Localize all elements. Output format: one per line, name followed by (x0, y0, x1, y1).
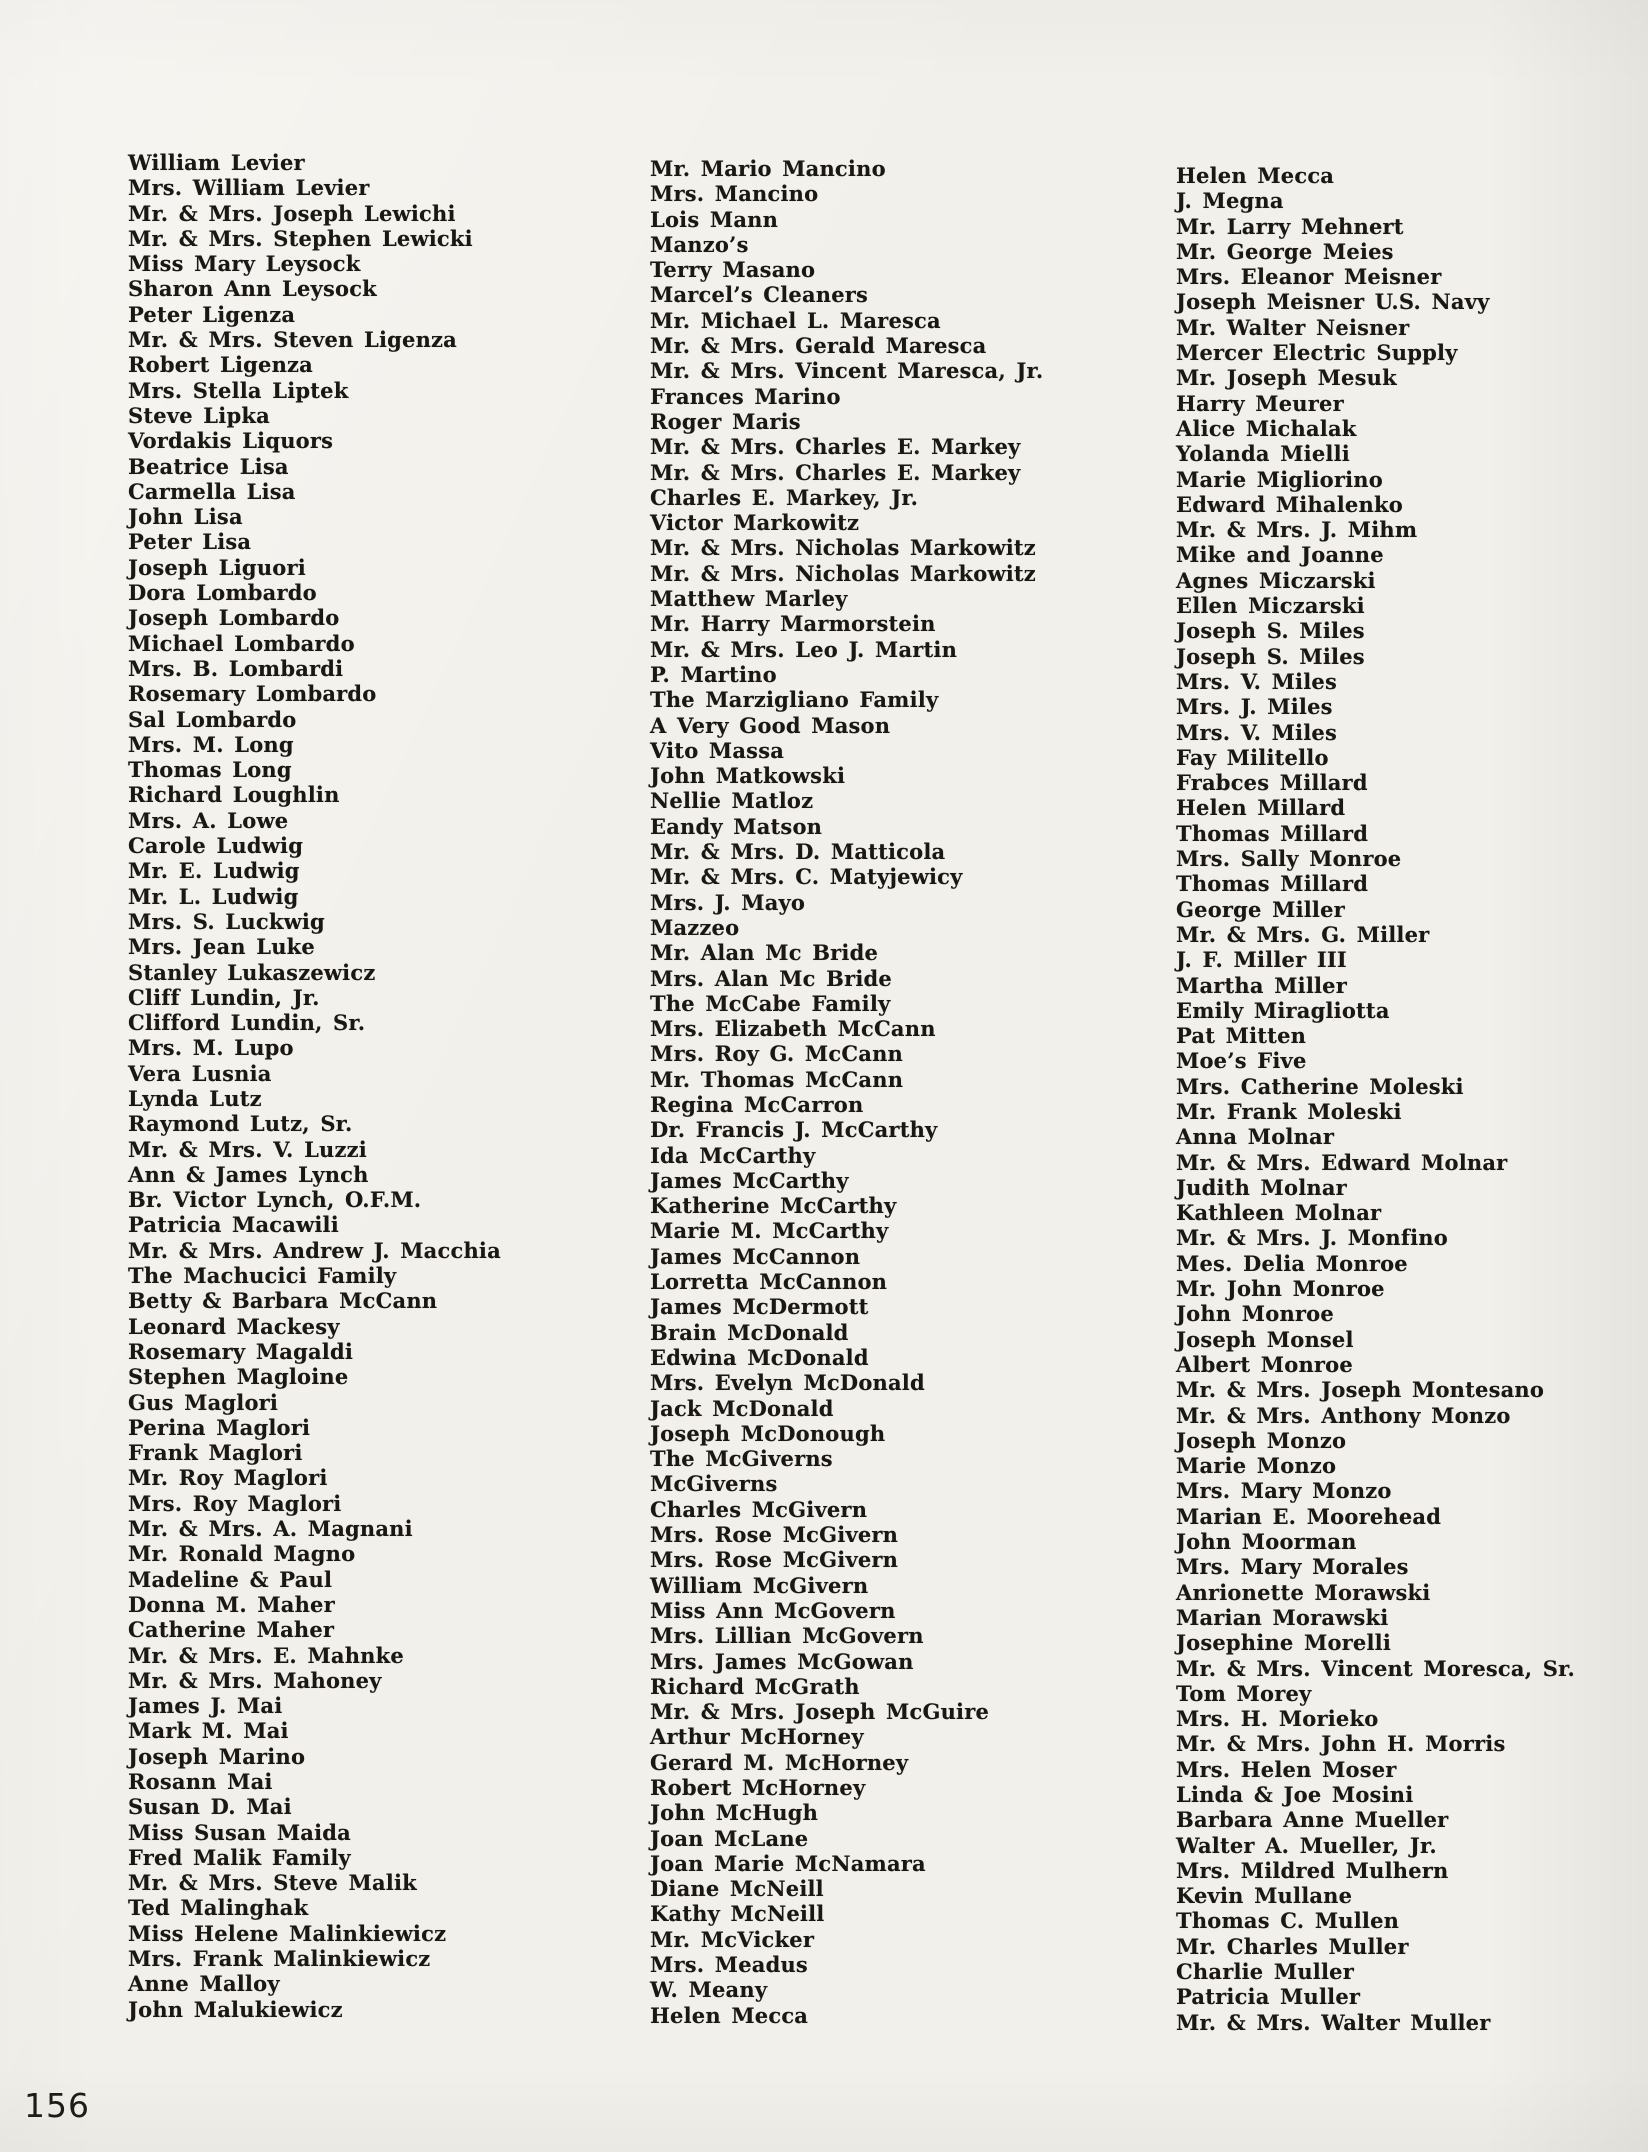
list-item: Matthew Marley (650, 586, 848, 612)
list-item: Mr. Thomas McCann (650, 1066, 904, 1092)
list-item: Pat Mitten (1176, 1023, 1307, 1049)
list-item: Mr. Roy Maglori (128, 1465, 328, 1491)
list-item: Mr. & Mrs. Joseph McGuire (650, 1699, 990, 1725)
list-item: Mr. L. Ludwig (128, 883, 299, 909)
list-item: Michael Lombardo (128, 630, 355, 656)
list-item: Eandy Matson (650, 813, 823, 839)
list-item: Dora Lombardo (128, 580, 317, 606)
list-item: Mr. & Mrs. Charles E. Markey (650, 434, 1021, 460)
list-item: Mrs. J. Mayo (650, 889, 806, 915)
list-item: Lois Mann (650, 206, 779, 232)
list-item: William Levier (128, 150, 305, 175)
list-item: Mr. & Mrs. Steven Ligenza (128, 327, 457, 353)
list-item: Nellie Matloz (650, 788, 814, 814)
list-item: Mrs. Mary Monzo (1176, 1478, 1392, 1504)
list-item: Marie M. McCarthy (650, 1218, 889, 1244)
list-item: Beatrice Lisa (128, 453, 289, 479)
list-item: Miss Mary Leysock (128, 251, 361, 277)
list-item: John McHugh (650, 1800, 819, 1826)
list-item: Charles McGivern (650, 1496, 868, 1522)
list-item: Mr. & Mrs. Leo J. Martin (650, 636, 958, 662)
list-item: Mr. & Mrs. Walter Muller (1176, 2009, 1491, 2035)
list-item: James McCannon (650, 1243, 861, 1269)
list-item: Anrionette Morawski (1176, 1579, 1431, 1605)
list-item: Mr. & Mrs. Mahoney (128, 1667, 382, 1693)
list-item: Mr. & Mrs. Andrew J. Macchia (128, 1237, 501, 1263)
list-item: Raymond Lutz, Sr. (128, 1111, 353, 1137)
list-item: Stanley Lukaszewicz (128, 959, 376, 985)
list-item: Mr. & Mrs. E. Mahnke (128, 1642, 404, 1668)
list-item: Vordakis Liquors (128, 428, 334, 454)
list-item: Lorretta McCannon (650, 1269, 888, 1295)
list-item: John Moorman (1176, 1529, 1357, 1555)
list-item: Kathy McNeill (650, 1901, 825, 1927)
list-item: Edward Mihalenko (1176, 491, 1403, 517)
list-item: Judith Molnar (1176, 1174, 1347, 1200)
list-item: Mr. & Mrs. J. Monfino (1176, 1225, 1448, 1251)
list-item: Mr. John Monroe (1176, 1276, 1385, 1302)
list-item: Joseph S. Miles (1176, 643, 1365, 669)
list-item: John Matkowski (650, 763, 846, 789)
list-item: Mr. & Mrs. V. Luzzi (128, 1136, 367, 1162)
list-item: Mr. & Mrs. J. Mihm (1176, 517, 1418, 543)
list-item: P. Martino (650, 661, 777, 687)
list-item: James McCarthy (650, 1167, 849, 1193)
list-item: Mrs. Rose McGivern (650, 1547, 899, 1573)
list-item: Mike and Joanne (1176, 542, 1384, 568)
list-item: Ted Malinghak (128, 1895, 309, 1921)
list-item: Robert Ligenza (128, 352, 313, 378)
list-item: Thomas Millard (1176, 820, 1369, 846)
list-item: Mr. Charles Muller (1176, 1933, 1409, 1959)
list-item: Lynda Lutz (128, 1085, 262, 1111)
list-item: Regina McCarron (650, 1091, 864, 1117)
list-item: Susan D. Mai (128, 1794, 292, 1820)
list-item: Mrs. Rose McGivern (650, 1522, 899, 1548)
list-item: Helen Mecca (1176, 163, 1335, 188)
list-item: Terry Masano (650, 257, 816, 283)
list-item: Mrs. Frank Malinkiewicz (128, 1946, 431, 1972)
list-item: Peter Ligenza (128, 301, 296, 327)
list-item: Dr. Francis J. McCarthy (650, 1117, 938, 1143)
list-item: Moe’s Five (1176, 1048, 1307, 1074)
list-item: Joseph S. Miles (1176, 618, 1365, 644)
list-item: Mr. & Mrs. Edward Molnar (1176, 1149, 1508, 1175)
list-item: Catherine Maher (128, 1617, 335, 1643)
list-item: Mrs. Mancino (650, 181, 819, 207)
list-item: Joseph Monzo (1176, 1427, 1347, 1453)
list-item: Katherine McCarthy (650, 1193, 897, 1219)
list-item: Steve Lipka (128, 402, 270, 428)
list-item: Sharon Ann Leysock (128, 276, 377, 302)
list-item: Mr. & Mrs. Gerald Maresca (650, 333, 987, 359)
list-item: J. Megna (1176, 188, 1284, 214)
list-item: Mrs. Lillian McGovern (650, 1623, 924, 1649)
list-item: Donna M. Maher (128, 1591, 335, 1617)
list-item: Mr. & Mrs. Stephen Lewicki (128, 225, 473, 251)
list-item: Kathleen Molnar (1176, 1200, 1382, 1226)
list-item: Ida McCarthy (650, 1142, 816, 1168)
list-item: Rosemary Lombardo (128, 681, 377, 707)
list-item: Mazzeo (650, 914, 740, 940)
list-item: John Malukiewicz (128, 1996, 343, 2022)
list-item: Patricia Macawili (128, 1212, 339, 1238)
list-item: Leonard Mackesy (128, 1313, 340, 1339)
list-item: Mr. Mario Mancino (650, 156, 886, 181)
list-item: Mrs. Elizabeth McCann (650, 1016, 936, 1042)
list-item: Mrs. Roy Maglori (128, 1490, 342, 1516)
list-item: Mrs. Eleanor Meisner (1176, 264, 1442, 290)
list-item: Barbara Anne Mueller (1176, 1807, 1449, 1833)
list-item: Vera Lusnia (128, 1060, 272, 1086)
list-item: Mark M. Mai (128, 1718, 289, 1744)
list-item: Mrs. S. Luckwig (128, 908, 325, 934)
list-item: Perina Maglori (128, 1414, 311, 1440)
list-item: Jack McDonald (650, 1395, 834, 1421)
list-item: Charles E. Markey, Jr. (650, 484, 919, 510)
list-item: Joan Marie McNamara (650, 1850, 926, 1876)
list-item: Mrs. J. Miles (1176, 694, 1333, 720)
list-item: Mr. & Mrs. D. Matticola (650, 839, 946, 865)
list-item: Kevin Mullane (1176, 1883, 1353, 1909)
list-item: Gus Maglori (128, 1389, 279, 1415)
list-item: William McGivern (650, 1572, 869, 1598)
patron-column-2 (650, 156, 1043, 2028)
list-item: Mrs. Mary Morales (1176, 1554, 1409, 1580)
list-item: James J. Mai (128, 1693, 283, 1719)
list-item: Yolanda Mielli (1176, 441, 1350, 467)
list-item: Mr. Frank Moleski (1176, 1098, 1402, 1124)
list-item: Marcel’s Cleaners (650, 282, 869, 308)
list-item: Joseph Monsel (1176, 1326, 1354, 1352)
list-item: Mr. Alan Mc Bride (650, 940, 879, 966)
list-item: Harry Meurer (1176, 390, 1344, 416)
list-item: Anne Malloy (128, 1971, 280, 1997)
list-item: Mr. McVicker (650, 1926, 815, 1952)
list-item: Marian E. Moorehead (1176, 1503, 1442, 1529)
list-item: Mr. & Mrs. Vincent Moresca, Sr. (1176, 1655, 1575, 1681)
list-item: J. F. Miller III (1176, 947, 1347, 973)
list-item: Charlie Muller (1176, 1959, 1354, 1985)
list-item: Mrs. Roy G. McCann (650, 1041, 904, 1067)
list-item: Mrs. H. Morieko (1176, 1706, 1379, 1732)
list-item: Fred Malik Family (128, 1844, 351, 1870)
list-item: Walter A. Mueller, Jr. (1176, 1832, 1437, 1858)
list-item: The Machucici Family (128, 1263, 397, 1289)
list-item: Manzo’s (650, 231, 749, 257)
patron-column-1 (128, 150, 501, 2022)
patron-column-3 (1176, 163, 1575, 2035)
list-item: Marie Migliorino (1176, 466, 1383, 492)
list-item: Mr. & Mrs. C. Matyjewicy (650, 864, 963, 890)
list-item: Joseph McDonough (650, 1420, 886, 1446)
list-item: Martha Miller (1176, 972, 1348, 998)
page-number: 156 (24, 2086, 90, 2125)
list-item: Ann & James Lynch (128, 1161, 369, 1187)
list-item: Mr. & Mrs. Steve Malik (128, 1870, 417, 1896)
list-item: Mr. Harry Marmorstein (650, 611, 936, 637)
list-item: Joseph Liguori (128, 554, 306, 580)
list-item: W. Meany (650, 1977, 768, 2003)
list-item: Alice Michalak (1176, 415, 1357, 441)
list-item: Peter Lisa (128, 529, 252, 555)
list-item: Marian Morawski (1176, 1604, 1389, 1630)
list-item: Victor Markowitz (650, 510, 860, 536)
list-item: Diane McNeill (650, 1876, 824, 1902)
list-item: Tom Morey (1176, 1680, 1312, 1706)
list-item: Thomas C. Mullen (1176, 1908, 1400, 1934)
list-item: Mes. Delia Monroe (1176, 1250, 1408, 1276)
list-item: Helen Mecca (650, 2002, 809, 2028)
list-item: Frabces Millard (1176, 770, 1368, 796)
list-item: Mrs. Meadus (650, 1952, 808, 1978)
list-item: Albert Monroe (1176, 1351, 1353, 1377)
list-item: Mercer Electric Supply (1176, 340, 1458, 366)
list-item: Carmella Lisa (128, 478, 296, 504)
list-item: Mr. & Mrs. Joseph Lewichi (128, 200, 456, 226)
list-item: Fay Militello (1176, 744, 1329, 770)
list-item: Mr. E. Ludwig (128, 858, 300, 884)
list-item: Sal Lombardo (128, 706, 297, 732)
list-item: Mr. & Mrs. Joseph Montesano (1176, 1377, 1545, 1403)
list-item: Mrs. B. Lombardi (128, 655, 344, 681)
list-item: Rosemary Magaldi (128, 1338, 354, 1364)
list-item: Mrs. Alan Mc Bride (650, 965, 892, 991)
list-item: John Lisa (128, 504, 243, 530)
list-item: Carole Ludwig (128, 833, 304, 859)
list-item: Josephine Morelli (1176, 1630, 1392, 1656)
list-item: Mr. & Mrs. Vincent Maresca, Jr. (650, 358, 1044, 384)
list-item: Mrs. Jean Luke (128, 934, 315, 960)
list-item: Richard Loughlin (128, 782, 340, 808)
list-item: Joseph Lombardo (128, 605, 340, 631)
list-item: Mr. Ronald Magno (128, 1541, 356, 1567)
list-item: Mrs. Stella Liptek (128, 377, 349, 403)
list-item: Mrs. M. Long (128, 731, 294, 757)
list-item: McGiverns (650, 1471, 778, 1497)
list-item: The McGiverns (650, 1446, 833, 1472)
list-item: Mr. & Mrs. Nicholas Markowitz (650, 560, 1036, 586)
list-item: Mrs. A. Lowe (128, 807, 289, 833)
list-item: Gerard M. McHorney (650, 1749, 909, 1775)
list-item: Madeline & Paul (128, 1566, 333, 1592)
list-item: The Marzigliano Family (650, 687, 939, 713)
list-item: Linda & Joe Mosini (1176, 1782, 1414, 1807)
list-item: Arthur McHorney (650, 1724, 864, 1750)
list-item: Mr. & Mrs. A. Magnani (128, 1516, 413, 1542)
list-item: Roger Maris (650, 408, 801, 434)
list-item: Mr. & Mrs. G. Miller (1176, 921, 1430, 947)
list-item: Joseph Marino (128, 1743, 306, 1769)
list-item: Ellen Miczarski (1176, 593, 1365, 619)
list-item: Emily Miragliotta (1176, 997, 1390, 1023)
list-item: Miss Ann McGovern (650, 1597, 896, 1623)
list-item: Mr. & Mrs. Charles E. Markey (650, 459, 1021, 485)
list-item: James McDermott (650, 1294, 869, 1320)
list-item: Mrs. M. Lupo (128, 1035, 294, 1061)
list-item: Richard McGrath (650, 1673, 860, 1699)
list-item: Br. Victor Lynch, O.F.M. (128, 1187, 422, 1213)
list-item: Mrs. V. Miles (1176, 668, 1337, 694)
list-item: Joseph Meisner U.S. Navy (1176, 289, 1490, 315)
list-item: Mrs. Mildred Mulhern (1176, 1857, 1449, 1883)
list-item: Mrs. V. Miles (1176, 719, 1337, 745)
list-item: Mr. Walter Neisner (1176, 314, 1410, 340)
list-item: Anna Molnar (1176, 1124, 1335, 1150)
list-item: Mrs. Helen Moser (1176, 1756, 1397, 1782)
list-item: Robert McHorney (650, 1775, 866, 1800)
list-item: A Very Good Mason (650, 712, 891, 738)
list-item: Mr. George Meies (1176, 238, 1394, 264)
list-item: Frank Maglori (128, 1440, 303, 1466)
list-item: Edwina McDonald (650, 1344, 869, 1370)
list-item: Patricia Muller (1176, 1984, 1361, 2010)
list-item: Mrs. Evelyn McDonald (650, 1370, 925, 1396)
list-item: Mr. & Mrs. John H. Morris (1176, 1731, 1506, 1757)
list-item: Frances Marino (650, 383, 841, 409)
list-item: Agnes Miczarski (1176, 567, 1376, 593)
list-item: Mrs. Catherine Moleski (1176, 1073, 1464, 1099)
list-item: Brain McDonald (650, 1319, 849, 1345)
list-item: Miss Susan Maida (128, 1819, 351, 1845)
list-item: Mr. Joseph Mesuk (1176, 365, 1397, 391)
list-item: Mr. Michael L. Maresca (650, 307, 941, 333)
list-item: Joan McLane (650, 1825, 809, 1851)
list-item: Vito Massa (650, 737, 785, 763)
list-item: Rosann Mai (128, 1769, 273, 1794)
list-item: Mrs. James McGowan (650, 1648, 914, 1674)
list-item: John Monroe (1176, 1301, 1334, 1327)
list-item: Miss Helene Malinkiewicz (128, 1920, 447, 1946)
list-item: Thomas Millard (1176, 871, 1369, 897)
list-item: Mrs. William Levier (128, 175, 370, 201)
list-item: The McCabe Family (650, 990, 891, 1016)
list-item: Thomas Long (128, 757, 292, 783)
list-item: Mrs. Sally Monroe (1176, 846, 1402, 872)
list-item: Mr. & Mrs. Nicholas Markowitz (650, 535, 1036, 561)
list-item: Cliff Lundin, Jr. (128, 984, 320, 1010)
list-item: George Miller (1176, 896, 1345, 922)
list-item: Marie Monzo (1176, 1453, 1337, 1479)
list-item: Betty & Barbara McCann (128, 1288, 438, 1314)
list-item: Helen Millard (1176, 795, 1346, 821)
list-item: Stephen Magloine (128, 1364, 349, 1390)
list-item: Mr. & Mrs. Anthony Monzo (1176, 1402, 1511, 1428)
list-item: Mr. Larry Mehnert (1176, 213, 1404, 239)
list-item: Clifford Lundin, Sr. (128, 1010, 366, 1036)
